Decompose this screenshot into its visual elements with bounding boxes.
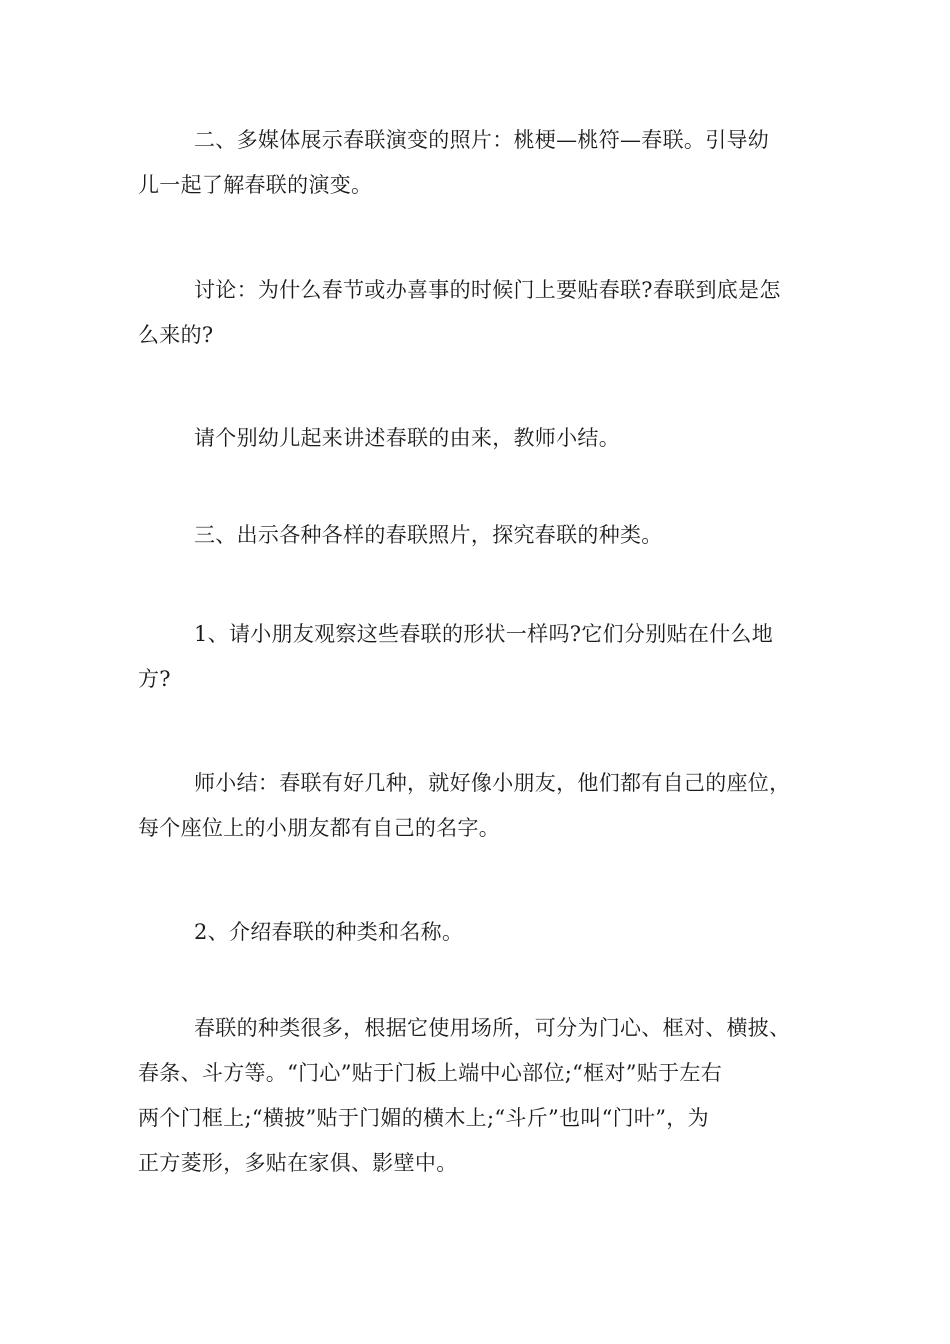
paragraph-line: 两个门框上;“横披”贴于门媚的横木上;“斗斤”也叫“门叶”，为 (138, 1106, 709, 1130)
paragraph-line: 二、多媒体展示春联演变的照片：桃梗—桃符—春联。引导幼 (194, 128, 770, 152)
paragraph-introduce-types (138, 910, 818, 955)
paragraph-discussion (138, 268, 818, 358)
paragraph-line: 讨论：为什么春节或办喜事的时候门上要贴春联?春联到底是怎 (194, 278, 781, 302)
paragraph-line: 三、出示各种各样的春联照片，探究春联的种类。 (194, 523, 663, 547)
paragraph-line: 春联的种类很多，根据它使用场所，可分为门心、框对、横披、 (194, 1016, 791, 1040)
paragraph-line: 师小结：春联有好几种，就好像小朋友，他们都有自己的座位， (194, 771, 791, 795)
paragraph-line: 儿一起了解春联的演变。 (138, 173, 373, 197)
paragraph-section-three (138, 513, 818, 558)
paragraph-line: 正方菱形，多贴在家俱、影壁中。 (138, 1151, 458, 1175)
paragraph-origin-story (138, 416, 818, 461)
paragraph-media-evolution (138, 118, 818, 208)
paragraph-types-detail (138, 1006, 818, 1186)
paragraph-line: 请个别幼儿起来讲述春联的由来，教师小结。 (194, 426, 620, 450)
paragraph-line: 春条、斗方等。“门心”贴于门板上端中心部位;“框对”贴于左右 (138, 1061, 723, 1085)
paragraph-line: 每个座位上的小朋友都有自己的名字。 (138, 816, 501, 840)
paragraph-line: 2、介绍春联的种类和名称。 (194, 920, 464, 944)
paragraph-line: 么来的? (138, 323, 214, 347)
paragraph-teacher-summary (138, 761, 818, 851)
paragraph-line: 方? (138, 667, 171, 691)
paragraph-observe-shapes (138, 612, 818, 702)
paragraph-line: 1、请小朋友观察这些春联的形状一样吗?它们分别贴在什么地 (194, 622, 774, 646)
